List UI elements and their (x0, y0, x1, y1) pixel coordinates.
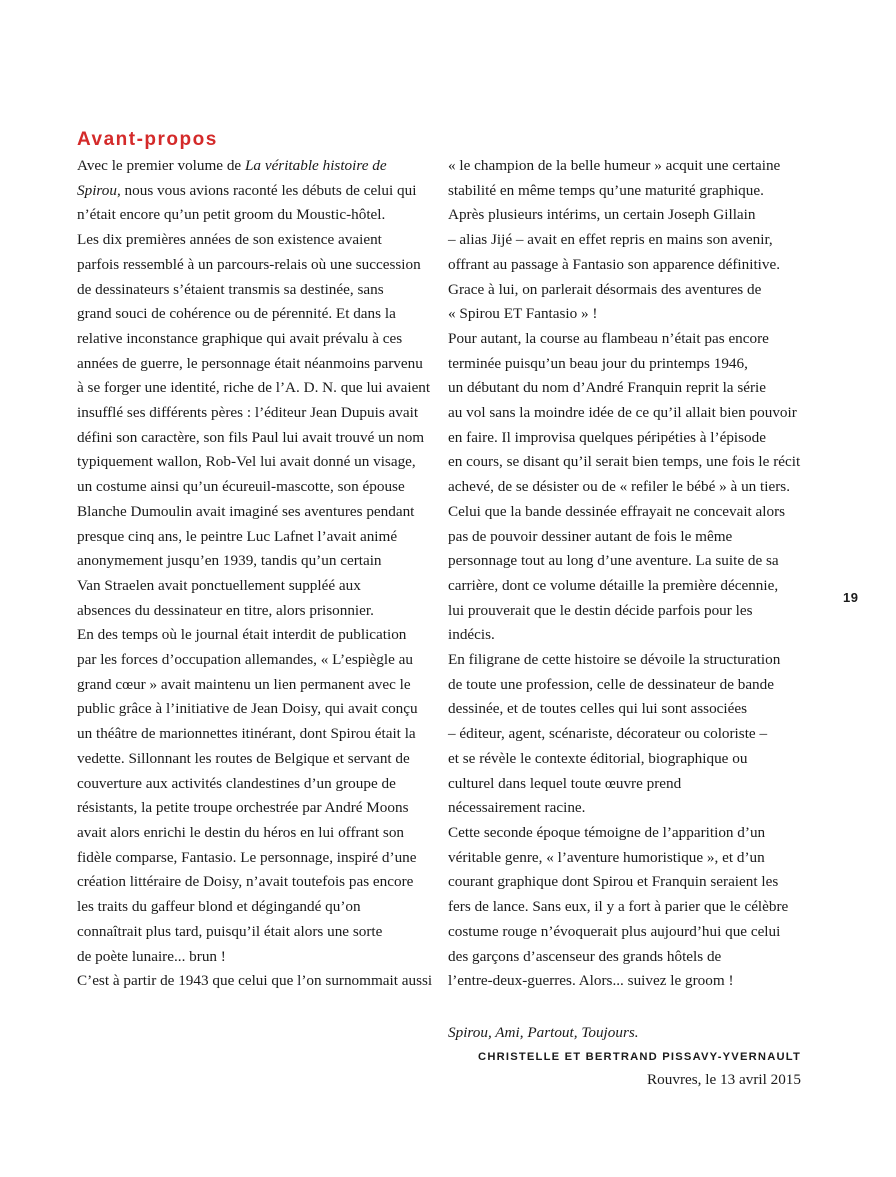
text-line: au vol sans la moindre idée de ce qu’il allait bien pouvoir (448, 404, 797, 422)
text-line: fers de lance. Sans eux, il y a fort à parier que le célèbre (448, 898, 789, 916)
text-line: de toute une profession, celle de dessinateur de bande (448, 675, 774, 693)
text-line: En filigrane de cette histoire se dévoile la structuration (448, 651, 781, 669)
text-line: années de guerre, le personnage était néanmoins parvenu (77, 354, 423, 372)
text-line: presque cinq ans, le peintre Luc Lafnet l’avait animé (77, 527, 398, 545)
text-line: stabilité en même temps qu’une maturité graphique. (448, 181, 764, 199)
text-line: lui prouverait que le destin décide parfois pour les (448, 601, 753, 619)
text-line: typiquement wallon, Rob-Vel lui avait donné un visage, (77, 453, 416, 471)
text-line: avait alors enrichi le destin du héros en lui offrant son (77, 823, 405, 841)
text-line: relative inconstance graphique qui avait prévalu à ces (77, 329, 403, 347)
text-line: courant graphique dont Spirou et Franquin seraient les (448, 873, 779, 891)
text-line: « Spirou ET Fantasio » ! (448, 305, 598, 323)
right-text-column (448, 154, 808, 994)
book-title-italic: La véritable histoire de (244, 157, 387, 174)
text-line: véritable genre, « l’aventure humoristique », et d’un (448, 848, 765, 866)
text-line: Celui que la bande dessinée effrayait ne concevait alors (448, 502, 786, 520)
text-line: en faire. Il improvisa quelques péripéties à l’épisode (448, 428, 766, 446)
text-line: de dessinateurs s’étaient transmis sa destinée, sans (77, 280, 384, 298)
text-line: Blanche Dumoulin avait imaginé ses aventures pendant (77, 502, 415, 520)
text-line: un costume ainsi qu’un écureuil-mascotte, son épouse (77, 478, 405, 496)
text-line: et se révèle le contexte éditorial, biographique ou (448, 749, 748, 767)
text-line: public grâce à l’initiative de Jean Doisy, qui avait conçu (77, 700, 418, 718)
text-line: Les dix premières années de son existence avaient (77, 231, 382, 249)
text-line: résistants, la petite troupe orchestrée par André Moons (77, 799, 409, 817)
text-line: « le champion de la belle humeur » acquit une certaine (448, 157, 781, 174)
text-line: – éditeur, agent, scénariste, décorateur ou coloriste – (448, 725, 768, 743)
text-line: costume rouge n’évoquerait plus aujourd’hui que celui (448, 922, 781, 940)
text-line: offrant au passage à Fantasio son apparence définitive. (448, 255, 781, 273)
text-line: absences du dessinateur en titre, alors prisonnier. (77, 601, 374, 619)
text-line: Après plusieurs intérims, un certain Joseph Gillain (448, 206, 756, 224)
page-number: 19 (843, 590, 859, 605)
text-line: En des temps où le journal était interdit de publication (77, 626, 407, 644)
text-line: achevé, de se désister ou de « refiler le bébé » à un tiers. (448, 478, 790, 496)
text-line: un théâtre de marionnettes itinérant, dont Spirou était la (77, 725, 416, 743)
text-segment: Avec le premier volume de (77, 157, 245, 174)
text-line: les traits du gaffeur blond et dégingandé qu’on (77, 898, 361, 916)
text-line (77, 154, 457, 179)
text-line: Pour autant, la course au flambeau n’était pas encore (448, 329, 769, 347)
motto: Spirou, Ami, Partout, Toujours. (448, 1024, 639, 1041)
left-text-column (77, 154, 457, 994)
text-line: l’entre-deux-guerres. Alors... suivez le groom ! (448, 972, 734, 990)
text-line: un débutant du nom d’André Franquin reprit la série (448, 379, 767, 397)
text-line: anonymement jusqu’en 1939, tandis qu’un certain (77, 552, 382, 570)
text-line: personnage tout au long d’une aventure. La suite de sa (448, 552, 779, 570)
book-title-italic: Spirou (77, 181, 117, 199)
text-line: Cette seconde époque témoigne de l’apparition d’un (448, 823, 766, 841)
text-line: pas de pouvoir dessiner autant de fois le même (448, 527, 733, 545)
place-date: Rouvres, le 13 avril 2015 (647, 1071, 801, 1088)
text-line: grand cœur » avait maintenu un lien permanent avec le (77, 675, 411, 693)
text-line: n’était encore qu’un petit groom du Moustic-hôtel. (77, 206, 386, 224)
text-line: dessinée, et de toutes celles qui lui sont associées (448, 700, 748, 718)
text-line: en cours, se disant qu’il serait bien temps, une fois le récit (448, 453, 801, 471)
text-line: connaîtrait plus tard, puisqu’il était alors une sorte (77, 922, 383, 940)
text-line: carrière, dont ce volume détaille la première décennie, (448, 576, 779, 594)
text-line: de poète lunaire... brun ! (77, 947, 226, 965)
text-line: Grace à lui, on parlerait désormais des aventures de (448, 280, 762, 298)
signature-block (448, 1022, 801, 1092)
text-segment: , nous vous avions raconté les débuts de celui qui (116, 181, 417, 199)
text-line: Van Straelen avait ponctuellement suppléé aux (77, 576, 361, 594)
authors-signature: CHRISTELLE ET BERTRAND PISSAVY-YVERNAULT (478, 1051, 801, 1063)
text-line: à se forger une identité, riche de l’A. D. N. que lui avaient (77, 379, 431, 397)
text-line: couverture aux activités clandestines d’un groupe de (77, 774, 396, 792)
text-line: par les forces d’occupation allemandes, « L’espiègle au (77, 651, 413, 669)
text-line (77, 179, 457, 204)
text-line: C’est à partir de 1943 que celui que l’on surnommait aussi (77, 972, 433, 990)
text-line: insufflé ses différents pères : l’éditeur Jean Dupuis avait (77, 404, 419, 422)
text-line: parfois ressemblé à un parcours-relais où une succession (77, 255, 421, 273)
text-line: vedette. Sillonnant les routes de Belgique et servant de (77, 749, 410, 767)
page-title: Avant-propos (77, 129, 218, 150)
text-line: fidèle comparse, Fantasio. Le personnage, inspiré d’une (77, 848, 417, 866)
text-line: création littéraire de Doisy, n’avait toutefois pas encore (77, 873, 414, 891)
text-line: nécessairement racine. (448, 799, 586, 817)
text-line: indécis. (448, 626, 495, 644)
text-line: grand souci de cohérence ou de pérennité. Et dans la (77, 305, 396, 323)
text-line: terminée puisqu’un beau jour du printemps 1946, (448, 354, 748, 372)
text-line: des garçons d’ascenseur des grands hôtels de (448, 947, 722, 965)
text-line: – alias Jijé – avait en effet repris en mains son avenir, (448, 231, 773, 249)
text-line: défini son caractère, son fils Paul lui avait trouvé un nom (77, 428, 425, 446)
text-line: culturel dans lequel toute œuvre prend (448, 774, 682, 792)
